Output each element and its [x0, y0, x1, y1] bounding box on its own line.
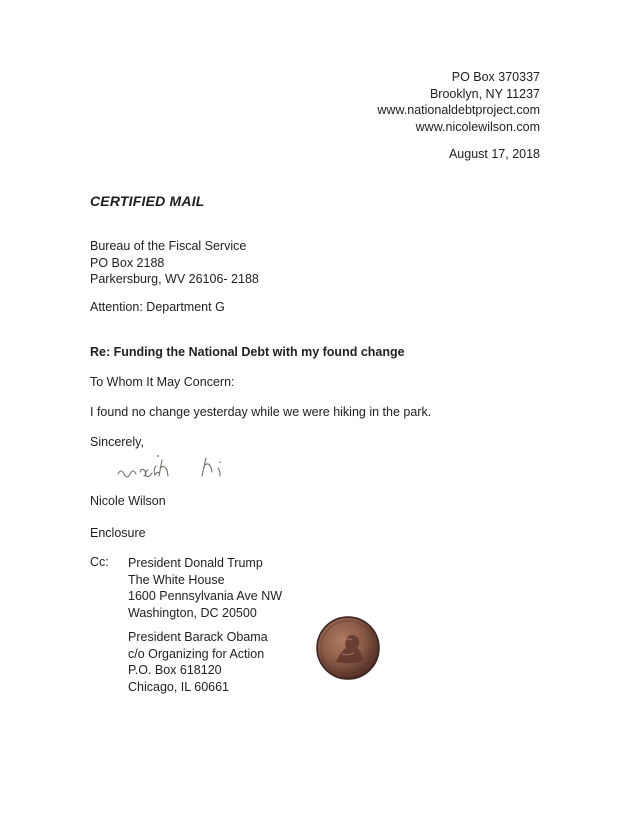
cc-address-line: The White House	[128, 572, 225, 587]
cc-address-line: P.O. Box 618120	[128, 663, 222, 677]
cc-address-line: President Barack Obama	[128, 630, 268, 644]
enclosure-note: Enclosure	[90, 526, 146, 540]
letter-date: August 17, 2018	[448, 147, 540, 161]
sender-address-line: Brooklyn, NY 11237	[429, 86, 540, 101]
cc-recipient-trump	[128, 555, 282, 621]
sender-address	[377, 69, 540, 135]
sender-website-line: www.nationaldebtproject.com	[377, 103, 540, 117]
cc-address-line: Washington, DC 20500	[128, 605, 257, 620]
cc-address-line: President Donald Trump	[128, 556, 263, 570]
recipient-address-line: PO Box 2188	[90, 255, 165, 270]
subject-line: Re: Funding the National Debt with my found change	[90, 345, 405, 359]
handwritten-signature	[110, 446, 250, 486]
cc-address-line: c/o Organizing for Action	[128, 646, 265, 661]
cc-recipient-obama	[128, 629, 268, 695]
certified-mail-heading: CERTIFIED MAIL	[90, 193, 205, 209]
penny-coin-image	[314, 614, 382, 682]
recipient-address	[90, 238, 259, 288]
attention-line: Attention: Department G	[90, 300, 225, 314]
cc-address-line: Chicago, IL 60661	[128, 679, 230, 694]
recipient-address-line: Bureau of the Fiscal Service	[90, 239, 247, 253]
sender-website-line: www.nicolewilson.com	[415, 119, 540, 134]
cc-address-line: 1600 Pennsylvania Ave NW	[128, 589, 283, 603]
signer-name: Nicole Wilson	[90, 494, 166, 508]
recipient-address-line: Parkersburg, WV 26106- 2188	[90, 272, 259, 286]
salutation: To Whom It May Concern:	[90, 375, 235, 389]
cc-label: Cc:	[90, 555, 109, 569]
letter-body: I found no change yesterday while we were hiking in the park.	[90, 405, 432, 419]
closing: Sincerely,	[90, 435, 144, 449]
sender-address-line: PO Box 370337	[451, 70, 540, 84]
